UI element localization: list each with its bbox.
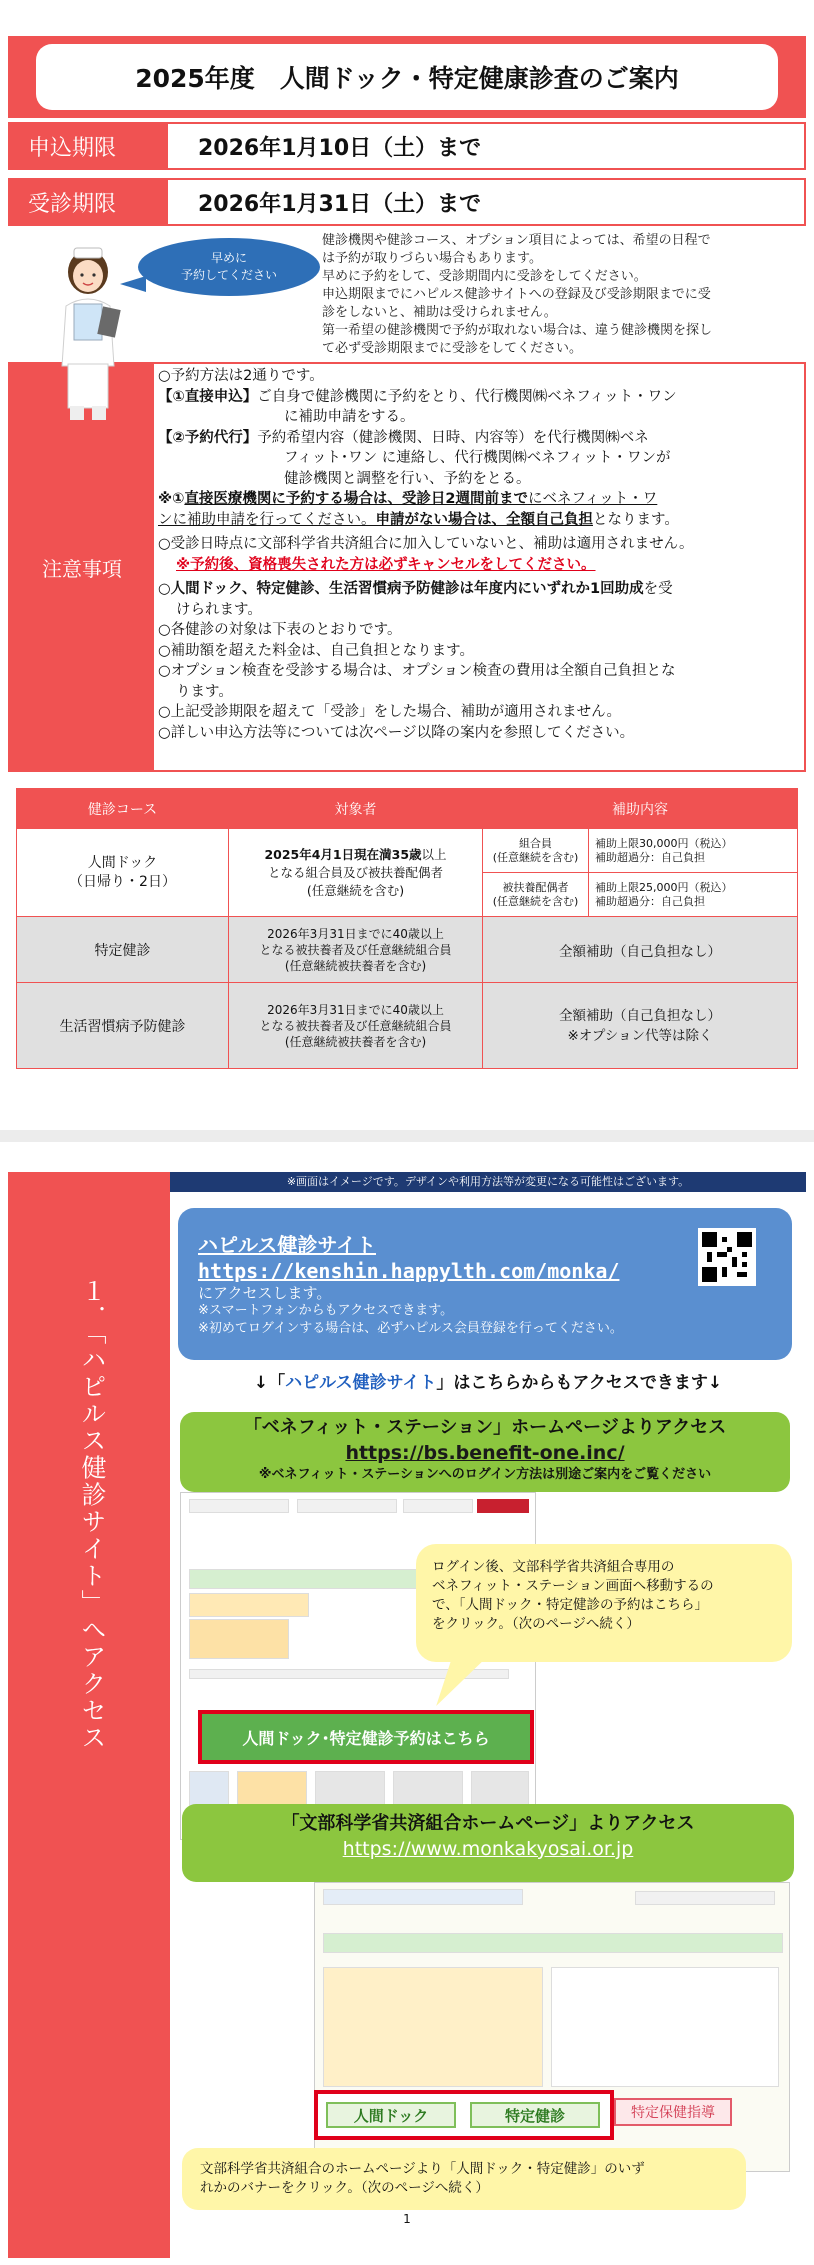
apply-deadline-value: 2026年1月10日（土）まで (198, 135, 482, 161)
qr-code[interactable] (698, 1228, 756, 1286)
note-line: に補助申請をする。 (284, 409, 415, 425)
banner-tokutei-hoken[interactable]: 特定保健指導 (614, 2098, 732, 2126)
page-1 (0, 0, 814, 1130)
section-sidebar (8, 1172, 170, 2258)
happylth-box (178, 1208, 792, 1360)
col-header-target: 対象者 (229, 789, 483, 829)
intro-line: 早めに予約をして、受診期間内に受診をしてください。 (322, 269, 647, 284)
note-line: ○受診日時点に文部科学省共済組合に加入していないと、補助は適用されません。 (158, 536, 694, 552)
banner-callout: 文部科学省共済組合のホームページより「人間ドック・特定健診」のいず れかのバナーをクリック。（次のページへ続く） (182, 2148, 746, 2210)
note-line: 【①直接申込】ご自身で健診機関に予約をとり、代行機関㈱ベネフィット・ワン (158, 388, 677, 405)
benefit-spouse-label: 被扶養配偶者 (任意継続を含む) (483, 873, 589, 917)
exam-deadline-label: 受診期限 (10, 180, 168, 224)
intro-text (322, 232, 802, 358)
note-line: ○詳しい申込方法等については次ページ以降の案内を参照してください。 (158, 724, 635, 741)
note-line: ります。 (176, 683, 233, 700)
intro-line: 健診機関や健診コース、オプション項目によっては、希望の日程で (322, 233, 711, 248)
banner-tokutei[interactable]: 特定健診 (470, 2102, 600, 2128)
page-title: 2025年度 人間ドック・特定健康診査のご案内 (36, 44, 778, 110)
note-line: ○上記受診期限を超えて「受診」をした場合、補助が適用されません。 (158, 704, 622, 720)
col-header-benefit: 補助内容 (483, 789, 798, 829)
intro-line: 診をしないと、補助は受けられません。 (322, 305, 557, 320)
benefit-station-link[interactable]: https://bs.benefit-one.inc/ (345, 1442, 625, 1464)
course-dock: 人間ドック （日帰り・2日） (17, 829, 229, 917)
section-title: １．「ハピルス健診サイト」へアクセス (78, 1278, 107, 1752)
intro-line: 第一希望の健診機関で予約が取れない場合は、違う健診機関を探し (322, 323, 713, 338)
happylth-site-link[interactable]: https://kenshin.happylth.com/monka/ (198, 1259, 620, 1283)
note-line: 【②予約代行】予約希望内容（健診機関、日時、内容等）を代行機関㈱ベネ (158, 429, 649, 446)
notes-label: 注意事項 (10, 364, 154, 770)
smartphone-note: ※スマートフォンからもアクセスできます。 (198, 1303, 454, 1318)
note-warning: ※予約後、資格喪失された方は必ずキャンセルをしてください。 (176, 556, 596, 573)
intro-line: は予約が取りづらい場合もあります。 (322, 251, 542, 266)
benefit-station-note: ※ベネフィット・ステーションへのログイン方法は別途ご案内をご覧ください (258, 1467, 712, 1482)
intro-line: て必ず受診期限までに受診をしてください。 (322, 341, 583, 356)
target-dock: 2025年4月1日現在満35歳以上 となる組合員及び被扶養配偶者 (任意継続を含む) (229, 829, 483, 917)
benefit-seikatsu: 全額補助（自己負担なし） ※オプション代等は除く (483, 983, 798, 1069)
note-line: ○予約方法は2通りです。 (158, 368, 324, 384)
benefit-station-box (180, 1412, 790, 1492)
course-table (16, 788, 798, 1069)
target-seikatsu: 2026年3月31日までに40歳以上 となる被扶養者及び任意継続組合員 (任意継続被扶養者を含む) (229, 983, 483, 1069)
title-band (8, 36, 806, 118)
monkakyosai-link[interactable]: https://www.monkakyosai.or.jp (342, 1838, 634, 1860)
note-line: ○補助額を超えた料金は、自己負担となります。 (158, 642, 474, 659)
nurse-illustration (48, 246, 128, 424)
image-disclaimer: ※画面はイメージです。デザインや利用方法等が変更になる可能性はございます。 (170, 1172, 806, 1192)
note-line: ンに補助申請を行ってください。申請がない場合は、全額自己負担となります。 (158, 511, 679, 528)
benefit-station-title: 「ベネフィット・ステーション」ホームページよりアクセス (243, 1417, 727, 1438)
page-number: 1 (403, 2212, 411, 2226)
note-line: フィット･ワン に連絡し、代行機関㈱ベネフィット・ワンが (284, 450, 671, 466)
exam-deadline-row (8, 178, 806, 226)
dock-reservation-button[interactable]: 人間ドック･特定健診予約はこちら (198, 1710, 534, 1764)
benefit-spouse-value: 補助上限25,000円（税込） 補助超過分：自己負担 (589, 873, 798, 917)
note-line: ○各健診の対象は下表のとおりです。 (158, 622, 402, 638)
intro-line: 申込期限までにハピルス健診サイトへの登録及び受診期限までに受 (322, 287, 711, 302)
login-callout: ログイン後、文部科学省共済組合専用の ベネフィット・ステーション画面へ移動するの で、「人間ドック・特定健診の予約はこちら」 をクリック。（次のページへ続く） (416, 1544, 792, 1662)
course-tokutei: 特定健診 (17, 917, 229, 983)
reserve-early-bubble (138, 238, 320, 296)
alternate-access-heading: ↓「ハピルス健診サイト」はこちらからもアクセスできます↓ (253, 1373, 723, 1393)
note-line: けられます。 (176, 601, 262, 618)
monkakyosai-box (182, 1804, 794, 1882)
note-line: ○オプション検査を受診する場合は、オプション検査の費用は全額自己負担とな (158, 663, 676, 679)
note-line: 健診機関と調整を行い、予約をとる。 (284, 470, 531, 487)
first-login-note: ※初めてログインする場合は、必ずハピルス会員登録を行ってください。 (198, 1321, 623, 1336)
target-tokutei: 2026年3月31日までに40歳以上 となる被扶養者及び任意継続組合員 (任意継続被扶養者を含む) (229, 917, 483, 983)
qr-code-icon (702, 1232, 752, 1282)
page-2 (0, 1142, 814, 2265)
exam-deadline-value: 2026年1月31日（土）まで (198, 191, 482, 217)
monkakyosai-title: 「文部科学省共済組合ホームページ」よりアクセス (281, 1813, 695, 1834)
bubble-line-2: 予約してください (180, 268, 277, 282)
note-line: ※①直接医療機関に予約する場合は、受診日2週間前までにベネフィット・ワ (158, 491, 658, 507)
note-line: ○人間ドック、特定健診、生活習慣病予防健診は年度内にいずれか1回助成を受 (158, 581, 673, 597)
benefit-member-value: 補助上限30,000円（税込） 補助超過分：自己負担 (589, 829, 798, 873)
banner-dock[interactable]: 人間ドック (326, 2102, 456, 2128)
banner-row (314, 2090, 614, 2140)
access-instruction: にアクセスします。 (198, 1284, 332, 1302)
bubble-line-1: 早めに (210, 250, 247, 265)
course-seikatsu: 生活習慣病予防健診 (17, 983, 229, 1069)
apply-deadline-row (8, 122, 806, 170)
benefit-tokutei: 全額補助（自己負担なし） (483, 917, 798, 983)
col-header-course: 健診コース (17, 789, 229, 829)
happylth-site-title[interactable]: ハピルス健診サイト (198, 1233, 376, 1257)
notes-body (158, 366, 804, 743)
benefit-member-label: 組合員 (任意継続を含む) (483, 829, 589, 873)
apply-deadline-label: 申込期限 (10, 124, 168, 168)
